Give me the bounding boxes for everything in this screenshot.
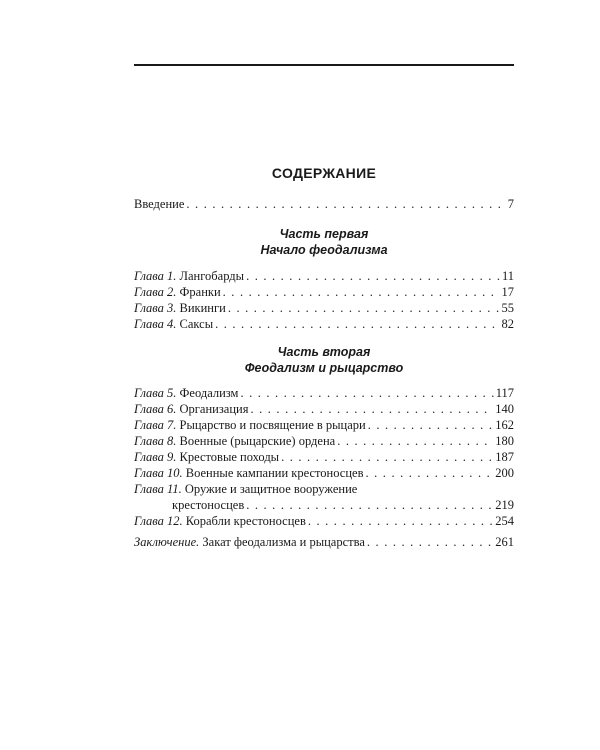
dot-leader	[308, 513, 493, 529]
entry-title: Крестовые походы	[179, 450, 280, 464]
entry-page: 180	[495, 434, 514, 448]
entry-page: 11	[501, 269, 514, 283]
toc-entry[interactable]	[134, 449, 514, 465]
toc-entry[interactable]	[134, 433, 514, 449]
part-1-heading: Часть первая	[279, 227, 369, 241]
entry-page: 219	[495, 498, 514, 512]
dot-leader	[246, 497, 493, 513]
chapter-label: Глава 5.	[134, 386, 177, 400]
toc-intro	[134, 196, 514, 212]
dot-leader	[337, 433, 493, 449]
entry-title: Введение	[134, 197, 185, 211]
entry-page: 117	[495, 386, 514, 400]
toc-conclusion	[134, 534, 514, 550]
toc-entry[interactable]	[134, 284, 514, 300]
entry-title: Военные (рыцарские) ордена	[179, 434, 336, 448]
entry-page: 187	[495, 450, 514, 464]
dot-leader	[368, 417, 494, 433]
dot-leader	[246, 268, 500, 284]
chapter-label: Глава 9.	[134, 450, 177, 464]
toc-entry[interactable]	[134, 300, 514, 316]
entry-title: Военные кампании крестоносцев	[185, 466, 364, 480]
entry-title-continuation: крестоносцев	[172, 498, 245, 512]
dot-leader	[250, 401, 493, 417]
chapter-label: Глава 2.	[134, 285, 177, 299]
toc-entry[interactable]	[134, 268, 514, 284]
part-1-subheading: Начало феодализма	[260, 243, 388, 257]
toc-entry[interactable]	[134, 316, 514, 332]
page-title: СОДЕРЖАНИЕ	[271, 165, 377, 181]
toc-part-1	[134, 268, 514, 332]
toc-entry-conclusion[interactable]	[134, 534, 514, 550]
dot-leader	[367, 534, 493, 550]
entry-page: 162	[495, 418, 514, 432]
toc-entry-intro[interactable]	[134, 196, 514, 212]
chapter-label: Глава 10.	[134, 466, 183, 480]
entry-title: Викинги	[179, 301, 226, 315]
top-rule	[134, 64, 514, 66]
chapter-label: Глава 3.	[134, 301, 177, 315]
entry-page: 261	[495, 535, 514, 549]
toc-part-2	[134, 385, 514, 529]
toc-entry[interactable]	[134, 385, 514, 401]
dot-leader	[366, 465, 494, 481]
chapter-label: Глава 11.	[134, 482, 182, 496]
entry-page: 17	[501, 285, 514, 299]
entry-page: 82	[501, 317, 514, 331]
dot-leader	[240, 385, 493, 401]
part-2-heading: Часть вторая	[277, 345, 371, 359]
entry-title: Корабли крестоносцев	[185, 514, 306, 528]
entry-title: Закат феодализма и рыцарства	[202, 535, 365, 549]
chapter-label: Глава 4.	[134, 317, 177, 331]
conclusion-label: Заключение.	[134, 535, 200, 549]
entry-title: Рыцарство и посвящение в рыцари	[179, 418, 366, 432]
dot-leader	[186, 196, 505, 212]
part-2-subheading: Феодализм и рыцарство	[244, 361, 404, 375]
entry-title: Организация	[179, 402, 249, 416]
toc-entry[interactable]	[134, 465, 514, 481]
entry-title: Франки	[179, 285, 221, 299]
toc-entry-multiline[interactable]	[134, 481, 514, 497]
chapter-label: Глава 7.	[134, 418, 177, 432]
chapter-label: Глава 8.	[134, 434, 177, 448]
toc-entry[interactable]	[134, 513, 514, 529]
dot-leader	[223, 284, 500, 300]
entry-title: Саксы	[179, 317, 214, 331]
entry-title: Феодализм	[179, 386, 239, 400]
chapter-label: Глава 6.	[134, 402, 177, 416]
chapter-label: Глава 12.	[134, 514, 183, 528]
dot-leader	[281, 449, 493, 465]
dot-leader	[228, 300, 500, 316]
toc-entry[interactable]	[134, 417, 514, 433]
entry-page: 200	[495, 466, 514, 480]
toc-entry[interactable]	[134, 401, 514, 417]
entry-title: Оружие и защитное вооружение	[184, 482, 358, 496]
toc-entry-continuation[interactable]	[134, 497, 514, 513]
entry-page: 7	[507, 197, 514, 211]
entry-page: 254	[495, 514, 514, 528]
entry-page: 140	[495, 402, 514, 416]
dot-leader	[215, 316, 499, 332]
entry-title: Лангобарды	[179, 269, 245, 283]
chapter-label: Глава 1.	[134, 269, 177, 283]
entry-page: 55	[501, 301, 514, 315]
